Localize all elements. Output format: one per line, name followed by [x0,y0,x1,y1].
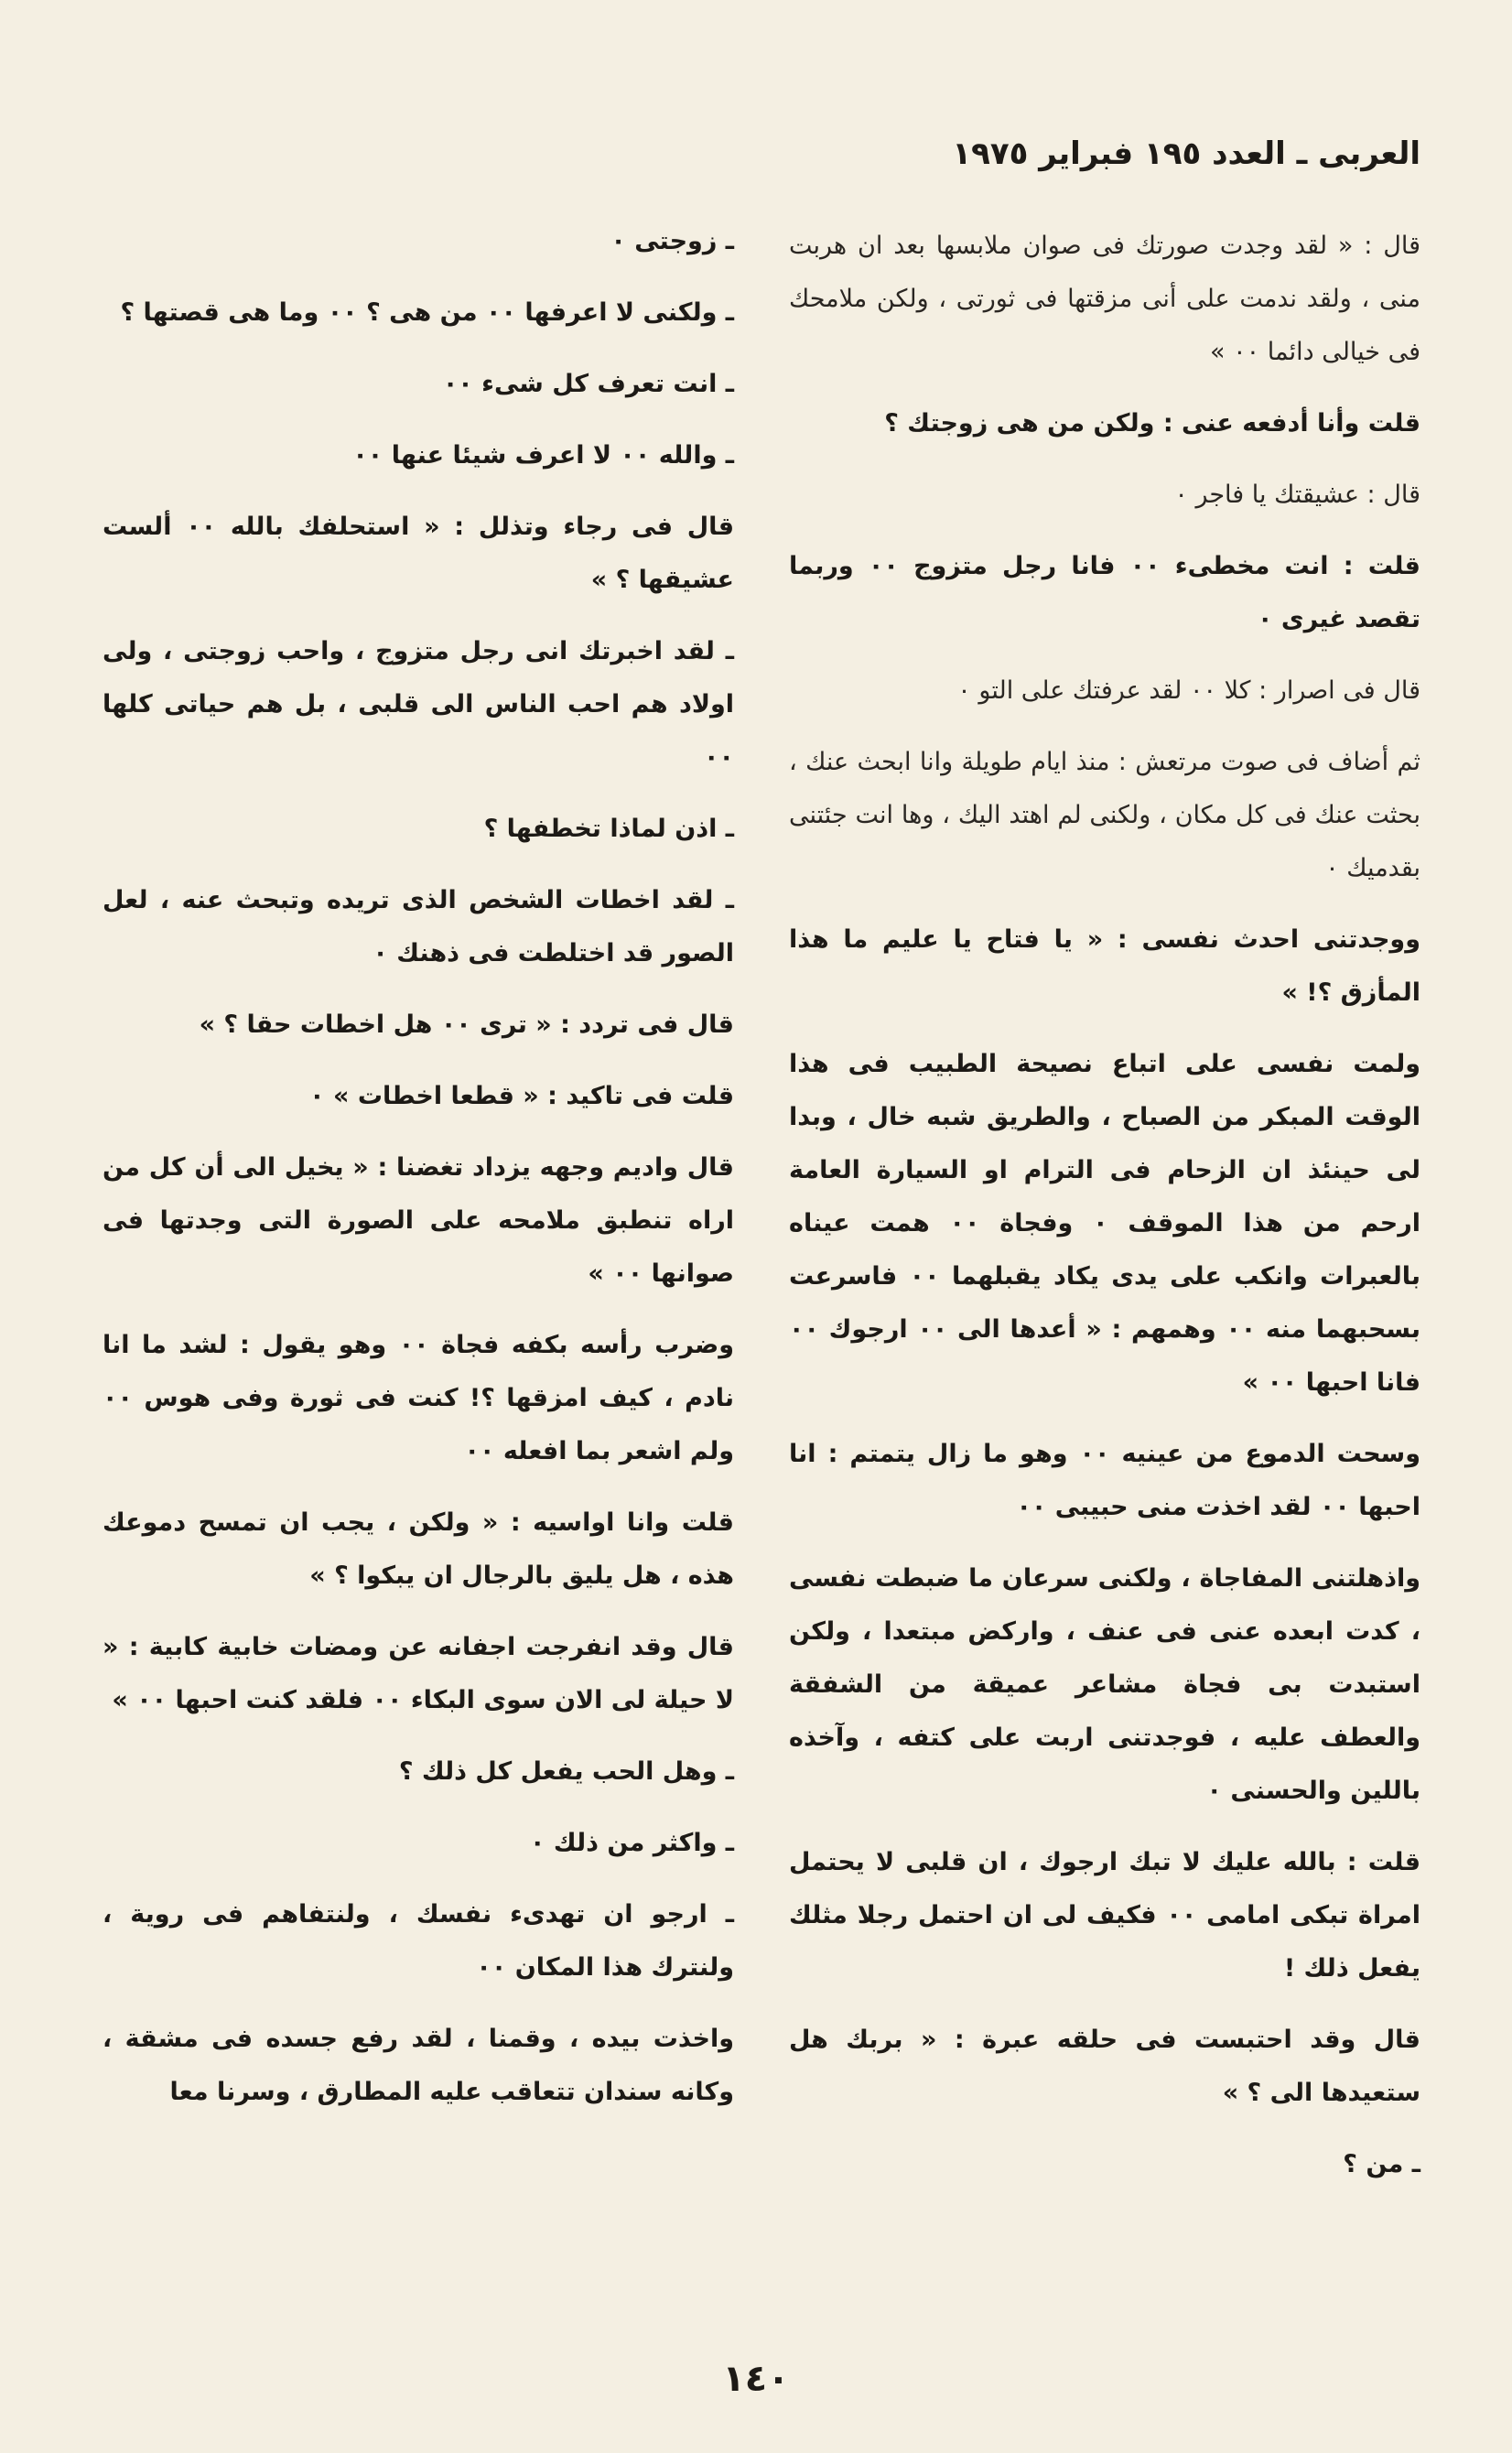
paragraph: قلت وأنا أدفعه عنى : ولكن من هى زوجتك ؟ [884,409,1420,438]
paragraph: قال واديم وجهه يزداد تغضنا : « يخيل الى أن كل من اراه تنطبق ملامحه على الصورة التى وجدتها فى صوانها ٠٠ » [103,1153,734,1288]
paragraph: ـ من ؟ [1343,2150,1420,2178]
paragraph: وسحت الدموع من عينيه ٠٠ وهو ما زال يتمتم : انا احبها ٠٠ لقد اخذت منى حبيبى ٠٠ [789,1440,1420,1521]
paragraph: ـ اذن لماذا تخطفها ؟ [483,815,734,843]
paragraph: ولمت نفسى على اتباع نصيحة الطبيب فى هذا الوقت المبكر من الصباح ، والطريق شبه خال ، وبدا لى حينئذ ان الزحام فى الترام او السيارة العامة ارحم من هذا الموقف ٠ وفجاة ٠٠ همت عيناه بالعبرات وانكب على يدى يكاد يقبلهما ٠٠ فاسرعت بسحبهما منه ٠٠ وهمهم : « أعدها الى ٠٠ ارجوك ٠٠ فانا احبها ٠٠ » [789,1050,1421,1397]
paragraph: قلت : بالله عليك لا تبك ارجوك ، ان قلبى لا يحتمل امراة تبكى امامى ٠٠ فكيف لى ان احتمل رجلا مثلك يفعل ذلك ! [789,1848,1420,1983]
paragraph: قال فى تردد : « ترى ٠٠ هل اخطات حقا ؟ » [199,1010,734,1039]
paragraph: قال : عشيقتك يا فاجر ٠ [1174,481,1420,509]
running-header: العربى ـ العدد ١٩٥ فبراير ١٩٧٥ [952,135,1420,172]
paragraph: قال وقد احتبست فى حلقه عبرة : « بربك هل ستعيدها الى ؟ » [789,2026,1420,2107]
paragraph: ـ لقد اخطات الشخص الذى تريده وتبحث عنه ، لعل الصور قد اختلطت فى ذهنك ٠ [103,886,734,967]
paragraph: ـ ولكنى لا اعرفها ٠٠ من هى ؟ ٠٠ وما هى قصتها ؟ [120,298,734,327]
paragraph: قلت وانا اواسيه : « ولكن ، يجب ان تمسح دموعك هذه ، هل يليق بالرجال ان يبكوا ؟ » [103,1508,734,1590]
paragraph: ثم أضاف فى صوت مرتعش : منذ ايام طويلة وانا ابحث عنك ، بحثت عنك فى كل مكان ، ولكنى لم اهتد اليك ، وها انت جئتنى بقدميك ٠ [789,748,1420,882]
paragraph: ووجدتنى احدث نفسى : « يا فتاح يا عليم ما هذا المأزق ؟! » [789,925,1420,1007]
paragraph: ـ ارجو ان تهدىء نفسك ، ولنتفاهم فى روية ، ولنترك هذا المكان ٠٠ [103,1900,734,1982]
paragraph: ـ لقد اخبرتك انى رجل متزوج ، واحب زوجتى ، ولى اولاد هم احب الناس الى قلبى ، بل هم حياتى كلها ٠٠ [103,637,734,772]
left-column [103,215,734,2137]
page-number: ١٤٠ [722,2358,790,2400]
paragraph: ـ زوجتى ٠ [610,227,734,255]
paragraph: قال : « لقد وجدت صورتك فى صوان ملابسها بعد ان هربت منى ، ولقد ندمت على أنى مزقتها فى ثورتى ، ولكن ملامحك فى خيالى دائما ٠٠ » [789,232,1420,366]
paragraph: قال فى اصرار : كلا ٠٠ لقد عرفتك على التو ٠ [957,676,1420,705]
paragraph: وضرب رأسه بكفه فجاة ٠٠ وهو يقول : لشد ما انا نادم ، كيف امزقها ؟! كنت فى ثورة وفى هوس ٠٠ ولم اشعر بما افعله ٠٠ [103,1331,734,1465]
paragraph: قلت فى تاكيد : « قطعا اخطات » ٠ [309,1082,734,1110]
paragraph: واذهلتنى المفاجاة ، ولكنى سرعان ما ضبطت نفسى ، كدت ابعده عنى فى عنف ، واركض مبتعدا ، ولكن استبدت بى فجاة مشاعر عميقة من الشفقة والعطف عليه ، فوجدتنى اربت على كتفه ، وآخذه باللين والحسنى ٠ [789,1564,1420,1805]
paragraph: قال وقد انفرجت اجفانه عن ومضات خابية كابية : « لا حيلة لى الان سوى البكاء ٠٠ فلقد كنت احبها ٠٠ » [103,1633,734,1714]
paragraph: ـ واكثر من ذلك ٠ [529,1829,734,1857]
paragraph: قلت : انت مخطىء ٠٠ فانا رجل متزوج ٠٠ وربما تقصد غيرى ٠ [789,552,1420,633]
paragraph: قال فى رجاء وتذلل : « استحلفك بالله ٠٠ ألست عشيقها ؟ » [103,513,734,594]
paragraph: ـ وهل الحب يفعل كل ذلك ؟ [398,1757,734,1786]
paragraph: ـ انت تعرف كل شىء ٠٠ [442,370,734,398]
paragraph: واخذت بيده ، وقمنا ، لقد رفع جسده فى مشقة ، وكانه سندان تتعاقب عليه المطارق ، وسرنا معا [103,2025,734,2106]
paragraph: ـ والله ٠٠ لا اعرف شيئا عنها ٠٠ [352,441,734,470]
right-column [789,220,1420,2210]
